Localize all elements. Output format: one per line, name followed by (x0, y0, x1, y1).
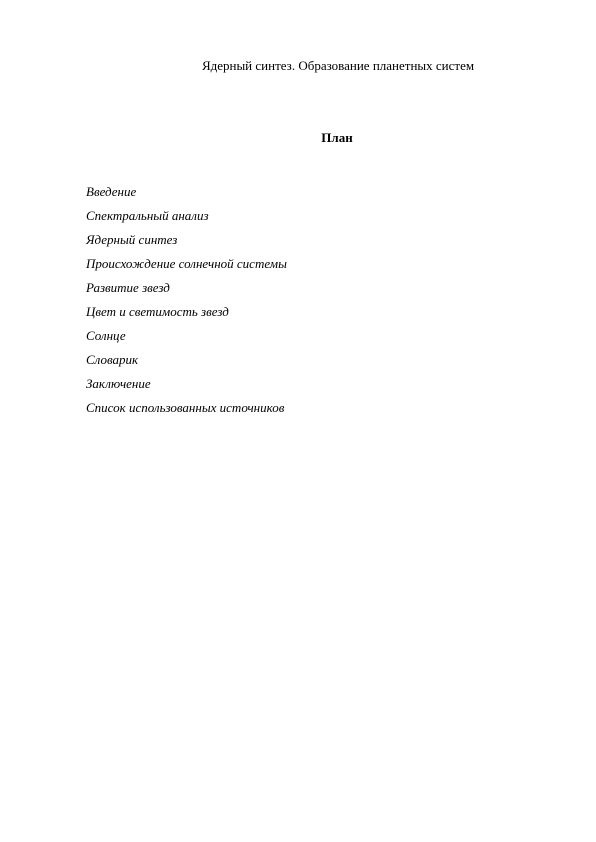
toc-item-introduction: Введение (86, 184, 137, 199)
toc-item-conclusion: Заключение (86, 376, 151, 391)
toc-item-star-color-luminosity: Цвет и светимость звезд (86, 304, 229, 319)
table-of-contents (86, 180, 287, 420)
plan-heading: План (321, 130, 353, 145)
toc-item-solar-system-origin: Происхождение солнечной системы (86, 256, 287, 271)
toc-item-nuclear-fusion: Ядерный синтез (86, 232, 178, 247)
toc-item-spectral-analysis: Спектральный анализ (86, 208, 209, 223)
toc-item-star-development: Развитие звезд (86, 280, 170, 295)
toc-item-glossary: Словарик (86, 352, 139, 367)
document-title: Ядерный синтез. Образование планетных систем (201, 58, 475, 73)
toc-item-references: Список использованных источников (86, 400, 285, 415)
toc-item-sun: Солнце (86, 328, 126, 343)
